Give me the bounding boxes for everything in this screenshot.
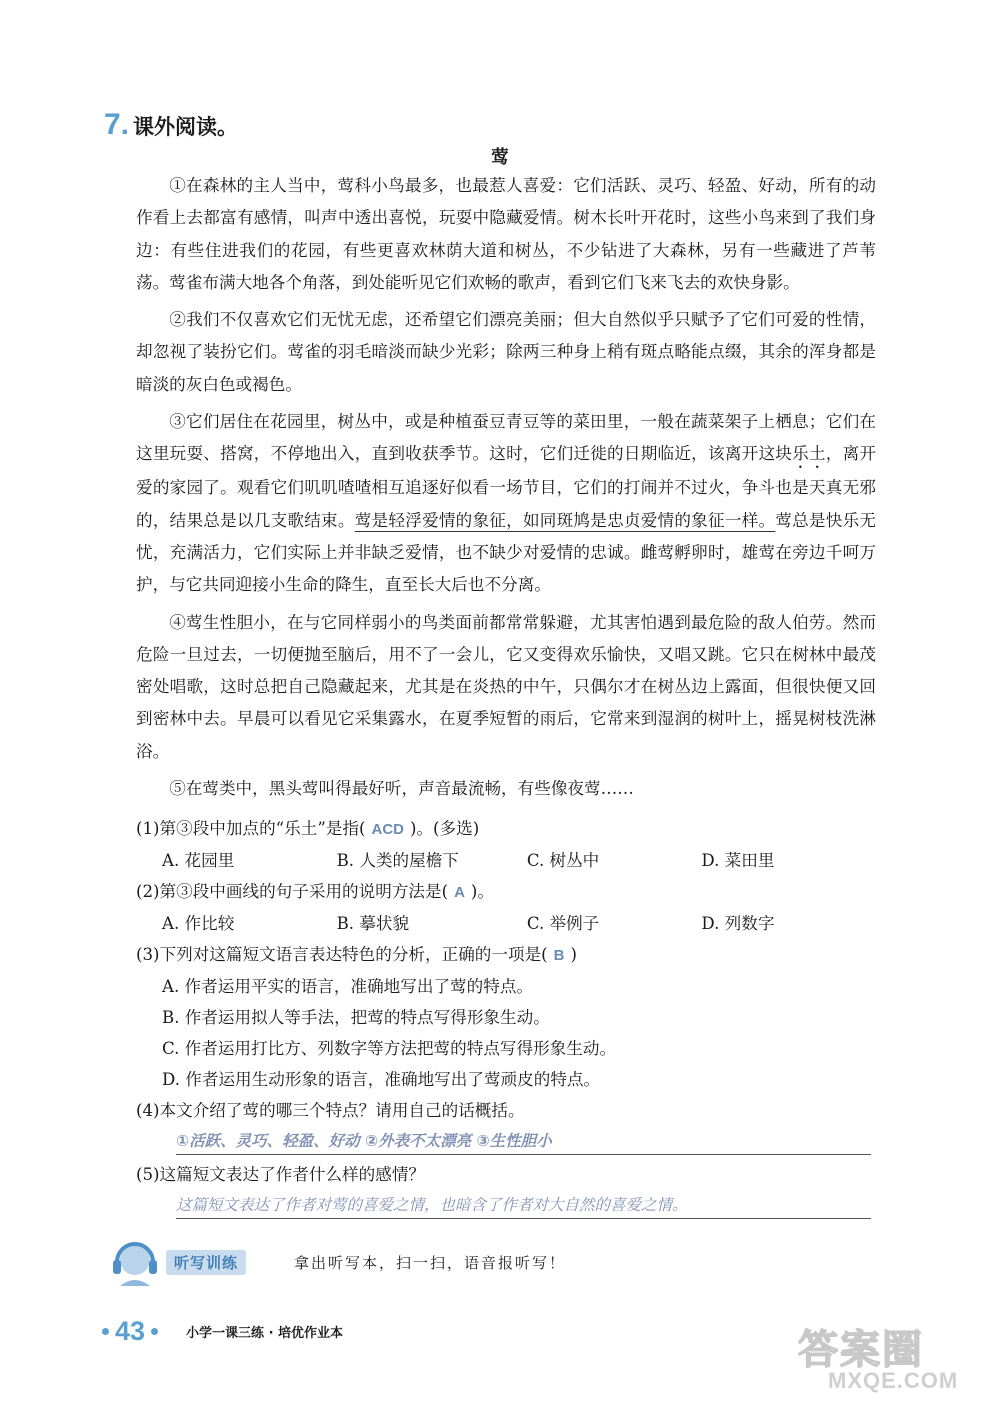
- option-d: D. 作者运用生动形象的语言，准确地写出了莺顽皮的特点。: [162, 1070, 601, 1089]
- bullet-dot-icon: [102, 1328, 109, 1335]
- answer-5: 这篇短文表达了作者对莺的喜爱之情，也暗含了作者对大自然的喜爱之情。: [176, 1190, 871, 1219]
- option-b: B. 作者运用拟人等手法，把莺的特点写得形象生动。: [162, 1008, 550, 1027]
- option-c: C. 作者运用打比方、列数字等方法把莺的特点写得形象生动。: [162, 1039, 617, 1058]
- paragraph-3-part-c: 莺总是快乐无忧，充满活力，它们实际上并非缺乏爱情，也不缺少对爱情的忠诚。雌莺孵卵时，雄莺在旁边千呵万护，与它共同迎接小生命的降生，直至长大后也不分离。: [136, 510, 877, 595]
- option-d: D. 列数字: [701, 914, 775, 933]
- question-2: [136, 876, 876, 908]
- headphones-icon: [108, 1236, 162, 1290]
- dictation-banner: [106, 1236, 666, 1292]
- dictation-instruction: 拿出听写本，扫一扫，语音报听写！: [294, 1254, 567, 1272]
- question-2-text: (2)第③段中画线的句子采用的说明方法是(: [136, 882, 449, 901]
- paragraph-2: ②我们不仅喜欢它们无忧无虑，还希望它们漂亮美丽；但大自然似乎只赋予了它们可爱的性情，却忽视了装扮它们。莺雀的羽毛暗淡而缺少光彩；除两三种身上稍有斑点略能点缀，其余的浑身都是暗淡的灰白色或褐色。: [136, 310, 876, 394]
- answer-3: B: [553, 947, 565, 964]
- answer-2: A: [454, 884, 465, 901]
- dotted-word: 乐土: [792, 444, 826, 464]
- book-title: 小学一课三练 · 培优作业本: [186, 1326, 344, 1341]
- paragraph-3-part-a: ③它们居住在花园里，树丛中，或是种植蚕豆青豆等的菜田里，一般在蔬菜架子上栖息；它们在这里玩耍、搭窝，不停地出入，直到收获季节。这时，它们迁徙的日期临近，该离开这块: [136, 412, 876, 464]
- paragraph-4: ④莺生性胆小，在与它同样弱小的鸟类面前都常常躲避，尤其害怕遇到最危险的敌人伯劳。然而危险一旦过去，一切便抛至脑后，用不了一会儿，它又变得欢乐愉快，又唱又跳。它只在树林中最茂密处唱歌，这时总把自己隐藏起来，尤其是在炎热的中午，只偶尔才在树丛边上露面，但很快便又回到密林中去。早晨可以看见它采集露水，在夏季短暂的雨后，它常来到湿润的树叶上，摇晃树枝洗淋浴。: [136, 612, 876, 761]
- section-heading: [104, 108, 238, 142]
- paragraph-1: ①在森林的主人当中，莺科小鸟最多，也最惹人喜爱：它们活跃、灵巧、轻盈、好动，所有的动作看上去都富有感情，叫声中透出喜悦，玩耍中隐藏爱情。树木长叶开花时，这些小鸟来到了我们身边：有些住进我们的花园，有些更喜欢林荫大道和树丛，不少钻进了大森林，另有一些藏进了芦苇荡。莺雀布满大地各个角落，到处能听见它们欢畅的歌声，看到它们飞来飞去的欢快身影。: [136, 176, 876, 292]
- question-3-suffix: ): [570, 945, 577, 964]
- question-1-suffix: )。(多选): [409, 819, 480, 838]
- section-number: 7.: [104, 108, 130, 141]
- option-b: B. 人类的屋檐下: [336, 851, 459, 870]
- reading-passage: [136, 170, 876, 810]
- dictation-label: 听写训练: [166, 1250, 246, 1275]
- answer-1: ACD: [371, 821, 404, 838]
- paragraph-3: [136, 406, 876, 601]
- paragraph-3-part-b: ，离开爱的家园了。观看它们叽叽喳喳相互追逐好似看一场节目，它们的打闹并不过火，争斗也是天真无邪的，结果总是以几支歌结束。: [136, 444, 877, 530]
- bullet-dot-icon: [151, 1328, 158, 1335]
- page-number: 43: [115, 1316, 146, 1346]
- question-3: [136, 939, 876, 971]
- page-footer: [102, 1316, 343, 1347]
- question-2-options: [162, 908, 876, 939]
- question-5: (5)这篇短文表达了作者什么样的感情？: [136, 1165, 426, 1184]
- answer-4: ①活跃、灵巧、轻盈、好动 ②外表不太漂亮 ③生性胆小: [176, 1126, 871, 1155]
- paragraph-5: ⑤在莺类中，黑头莺叫得最好听，声音最流畅，有些像夜莺……: [169, 779, 634, 799]
- option-a: A. 作者运用平实的语言，准确地写出了莺的特点。: [162, 977, 534, 996]
- question-4: (4)本文介绍了莺的哪三个特点？请用自己的话概括。: [136, 1101, 525, 1120]
- option-a: A. 作比较: [162, 914, 235, 933]
- article-title: 莺: [491, 147, 509, 168]
- question-1: [136, 813, 876, 845]
- questions: [136, 813, 876, 1219]
- watermark-logo: [798, 1318, 988, 1396]
- question-3-text: (3)下列对这篇短文语言表达特色的分析，正确的一项是(: [136, 945, 548, 964]
- option-c: C. 树丛中: [526, 851, 600, 870]
- option-b: B. 摹状貌: [336, 914, 410, 933]
- watermark-domain: MXQE.COM: [828, 1368, 959, 1393]
- question-1-text: (1)第③段中加点的“乐土”是指(: [136, 819, 366, 838]
- section-title: 课外阅读。: [133, 115, 239, 139]
- option-a: A. 花园里: [162, 851, 235, 870]
- watermark-text: 答案圈: [798, 1327, 924, 1373]
- underlined-sentence: 莺是轻浮爱情的象征，如同斑鸠是忠贞爱情的象征一样。: [354, 510, 776, 530]
- question-1-options: [162, 845, 876, 876]
- question-2-suffix: )。: [470, 882, 494, 901]
- option-c: C. 举例子: [526, 914, 600, 933]
- option-d: D. 菜田里: [701, 851, 775, 870]
